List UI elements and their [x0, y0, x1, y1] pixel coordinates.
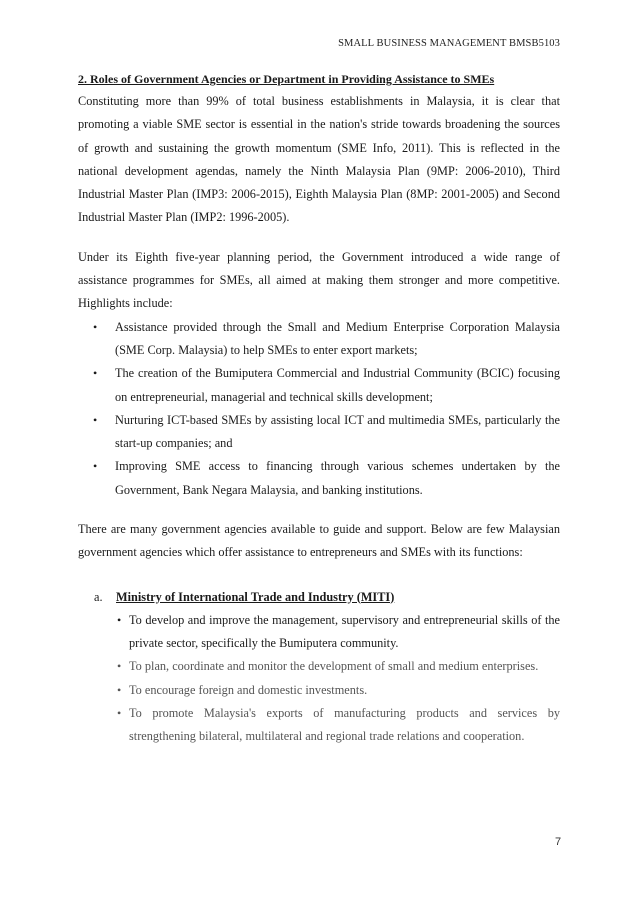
- agency-functions-list: [78, 609, 560, 749]
- page-number: 7: [555, 836, 562, 848]
- list-item: • To plan, coordinate and monitor the development of small and medium enterprises.: [78, 655, 560, 678]
- agency-marker: a.: [94, 589, 103, 604]
- bullet-icon: •: [93, 366, 98, 381]
- list-item: • To promote Malaysia's exports of manufacturing products and services by strengthening bilateral, multilateral and regional trade relations and cooperation.: [78, 702, 560, 749]
- list-item: • To develop and improve the management, supervisory and entrepreneurial skills of the private sector, specifically the Bumiputera community.: [78, 609, 560, 656]
- agency-heading: [78, 586, 560, 609]
- bullet-icon: •: [93, 319, 98, 334]
- running-header: SMALL BUSINESS MANAGEMENT BMSB5103: [338, 38, 560, 49]
- bullet-icon: •: [93, 412, 98, 427]
- agencies-intro-paragraph: There are many government agencies available to guide and support. Below are few Malaysian government agencies which offer assistance to entrepreneurs and SMEs with its functions:: [78, 522, 560, 560]
- list-item: • Nurturing ICT-based SMEs by assisting local ICT and multimedia SMEs, particularly the start-up companies; and: [78, 409, 560, 456]
- intro-paragraph: Constituting more than 99% of total business establishments in Malaysia, it is clear that promoting a viable SME sector is essential in the nation's stride towards broadening the sources of growth and sustaining the growth momentum (SME Info, 2011). This is reflected in the national development agendas, namely the Ninth Malaysia Plan (9MP: 2006-2010), Third Industrial Master Plan (IMP3: 2006-2015), Eighth Malaysia Plan (8MP: 2001-2005) and Second Industrial Master Plan (IMP2: 1996-2005).: [78, 94, 560, 225]
- list-item: • The creation of the Bumiputera Commercial and Industrial Community (BCIC) focusing on entrepreneurial, managerial and technical skills development;: [78, 362, 560, 409]
- bullet-icon: •: [117, 682, 122, 697]
- bullet-icon: •: [117, 659, 122, 674]
- agency-title: Ministry of International Trade and Industry (MITI): [116, 589, 395, 604]
- list-item: • Improving SME access to financing through various schemes undertaken by the Government, Bank Negara Malaysia, and banking institutions.: [78, 455, 560, 502]
- eighth-plan-paragraph: Under its Eighth five-year planning period, the Government introduced a wide range of assistance programmes for SMEs, all aimed at making them stronger and more competitive. Highlights include:: [78, 249, 560, 311]
- bullet-icon: •: [93, 459, 98, 474]
- bullet-icon: •: [117, 612, 122, 627]
- list-item: • To encourage foreign and domestic investments.: [78, 679, 560, 702]
- list-item: • Assistance provided through the Small and Medium Enterprise Corporation Malaysia (SME Corp. Malaysia) to help SMEs to enter export markets;: [78, 316, 560, 363]
- highlights-list: [78, 316, 560, 502]
- page-content: [78, 68, 560, 748]
- section-heading: 2. Roles of Government Agencies or Department in Providing Assistance to SMEs: [78, 72, 495, 86]
- bullet-icon: •: [117, 705, 122, 720]
